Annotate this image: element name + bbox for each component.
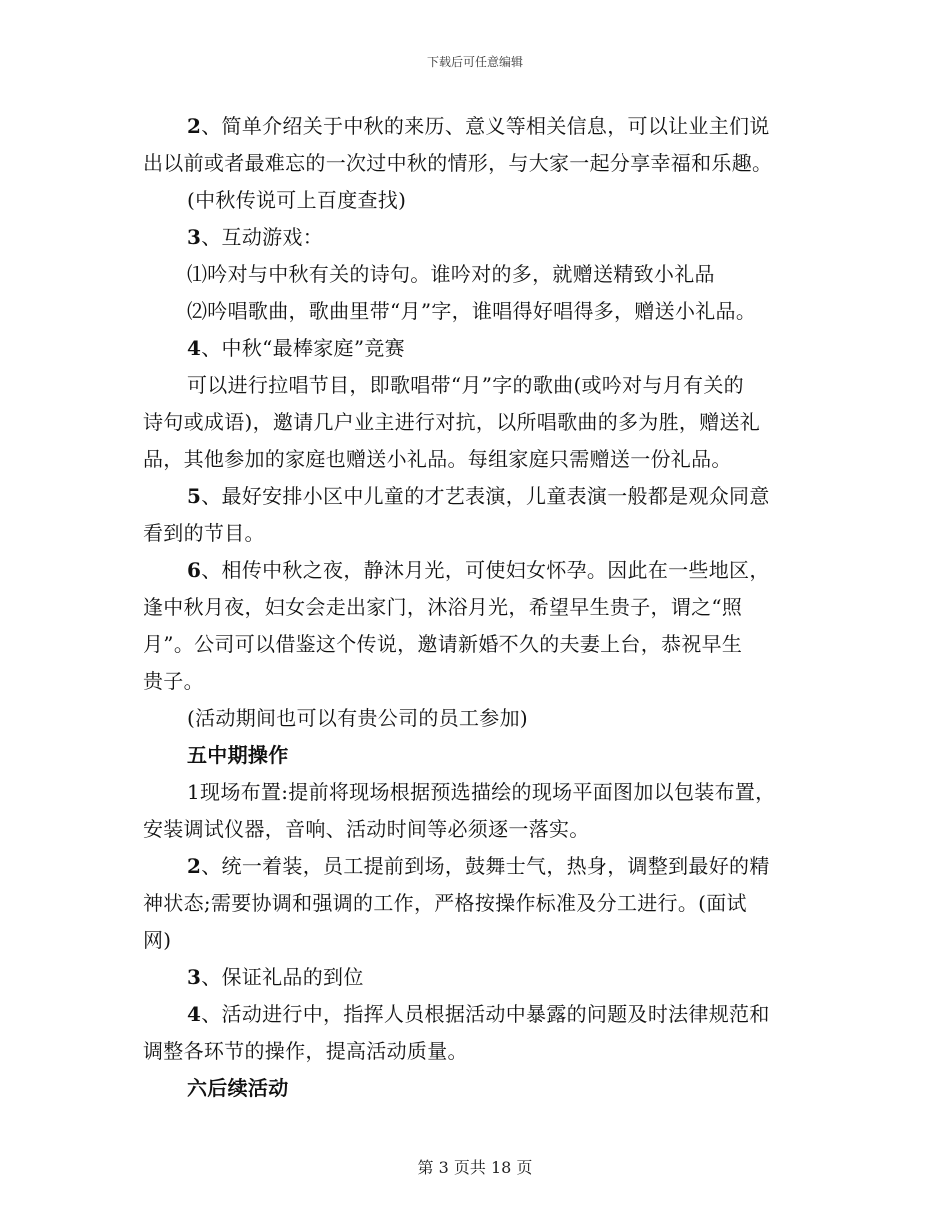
line-text: 、中秋“最棒家庭”竞赛 <box>201 336 405 360</box>
item-number: 3 <box>187 225 202 249</box>
line-text: 1现场布置:提前将现场根据预选描绘的现场平面图加以包装布置， <box>187 780 776 804</box>
line-text: ⑴吟对与中秋有关的诗句。谁吟对的多，就赠送精致小礼品 <box>187 262 715 286</box>
line-text: (活动期间也可以有贵公司的员工参加) <box>187 706 529 730</box>
line-text: 月”。公司可以借鉴这个传说，邀请新婚不久的夫妻上台，恭祝早生 <box>143 632 743 656</box>
text-line <box>143 922 815 959</box>
line-text: 安装调试仪器，音响、活动时间等必须逐一落实。 <box>143 817 590 841</box>
item-number: 4 <box>187 336 202 360</box>
line-text: 、简单介绍关于中秋的来历、意义等相关信息，可以让业主们说 <box>201 114 770 138</box>
text-line <box>143 478 815 515</box>
text-line <box>143 515 815 552</box>
text-line <box>143 108 815 145</box>
line-text: 神状态;需要协调和强调的工作，严格按操作标准及分工进行。(面试 <box>143 891 747 915</box>
text-line <box>143 219 815 256</box>
line-text: (中秋传说可上百度查找) <box>187 188 407 212</box>
line-text: 、活动进行中，指挥人员根据活动中暴露的问题及时法律规范和 <box>201 1002 770 1026</box>
line-text: 、相传中秋之夜，静沐月光，可使妇女怀孕。因此在一些地区， <box>201 558 770 582</box>
line-text: 网) <box>143 928 172 952</box>
text-line <box>143 552 815 589</box>
text-line <box>143 256 815 293</box>
line-text: 诗句或成语)，邀请几户业主进行对抗，以所唱歌曲的多为胜，赠送礼 <box>143 410 761 434</box>
text-line <box>143 626 815 663</box>
text-line <box>143 293 815 330</box>
line-text: 、互动游戏： <box>201 225 324 249</box>
text-line <box>143 441 815 478</box>
text-line <box>143 700 815 737</box>
page-header: 下载后可任意编辑 <box>426 55 523 69</box>
item-number: 3 <box>187 965 202 989</box>
text-line <box>143 589 815 626</box>
section-heading <box>143 737 815 774</box>
text-line <box>143 811 815 848</box>
document-body <box>143 108 815 1107</box>
text-line <box>143 182 815 219</box>
line-text: 调整各环节的操作，提高活动质量。 <box>143 1039 468 1063</box>
section-heading <box>143 1070 815 1107</box>
text-line <box>143 774 815 811</box>
line-text: 五中期操作 <box>187 743 289 767</box>
text-line <box>143 848 815 885</box>
text-line <box>143 663 815 700</box>
text-line <box>143 404 815 441</box>
line-text: 品，其他参加的家庭也赠送小礼品。每组家庭只需赠送一份礼品。 <box>143 447 732 471</box>
text-line <box>143 996 815 1033</box>
item-number: 4 <box>187 1002 202 1026</box>
item-number: 5 <box>187 484 202 508</box>
line-text: 六后续活动 <box>187 1076 289 1100</box>
text-line <box>143 145 815 182</box>
line-text: 贵子。 <box>143 669 204 693</box>
line-text: 、统一着装，员工提前到场，鼓舞士气，热身，调整到最好的精 <box>201 854 770 878</box>
item-number: 2 <box>187 854 202 878</box>
text-line <box>143 330 815 367</box>
line-text: 、最好安排小区中儿童的才艺表演，儿童表演一般都是观众同意 <box>201 484 770 508</box>
text-line <box>143 885 815 922</box>
text-line <box>143 1033 815 1070</box>
page-footer: 第 3 页共 18 页 <box>417 1158 533 1177</box>
line-text: 逢中秋月夜，妇女会走出家门，沐浴月光，希望早生贵子，谓之“照 <box>143 595 743 619</box>
item-number: 2 <box>187 114 202 138</box>
line-text: 可以进行拉唱节目，即歌唱带“月”字的歌曲(或吟对与月有关的 <box>187 373 744 397</box>
text-line <box>143 367 815 404</box>
line-text: 、保证礼品的到位 <box>201 965 364 989</box>
line-text: 出以前或者最难忘的一次过中秋的情形，与大家一起分享幸福和乐趣。 <box>143 151 773 175</box>
item-number: 6 <box>187 558 202 582</box>
text-line <box>143 959 815 996</box>
line-text: ⑵吟唱歌曲，歌曲里带“月”字，谁唱得好唱得多，赠送小礼品。 <box>187 299 757 323</box>
line-text: 看到的节目。 <box>143 521 265 545</box>
